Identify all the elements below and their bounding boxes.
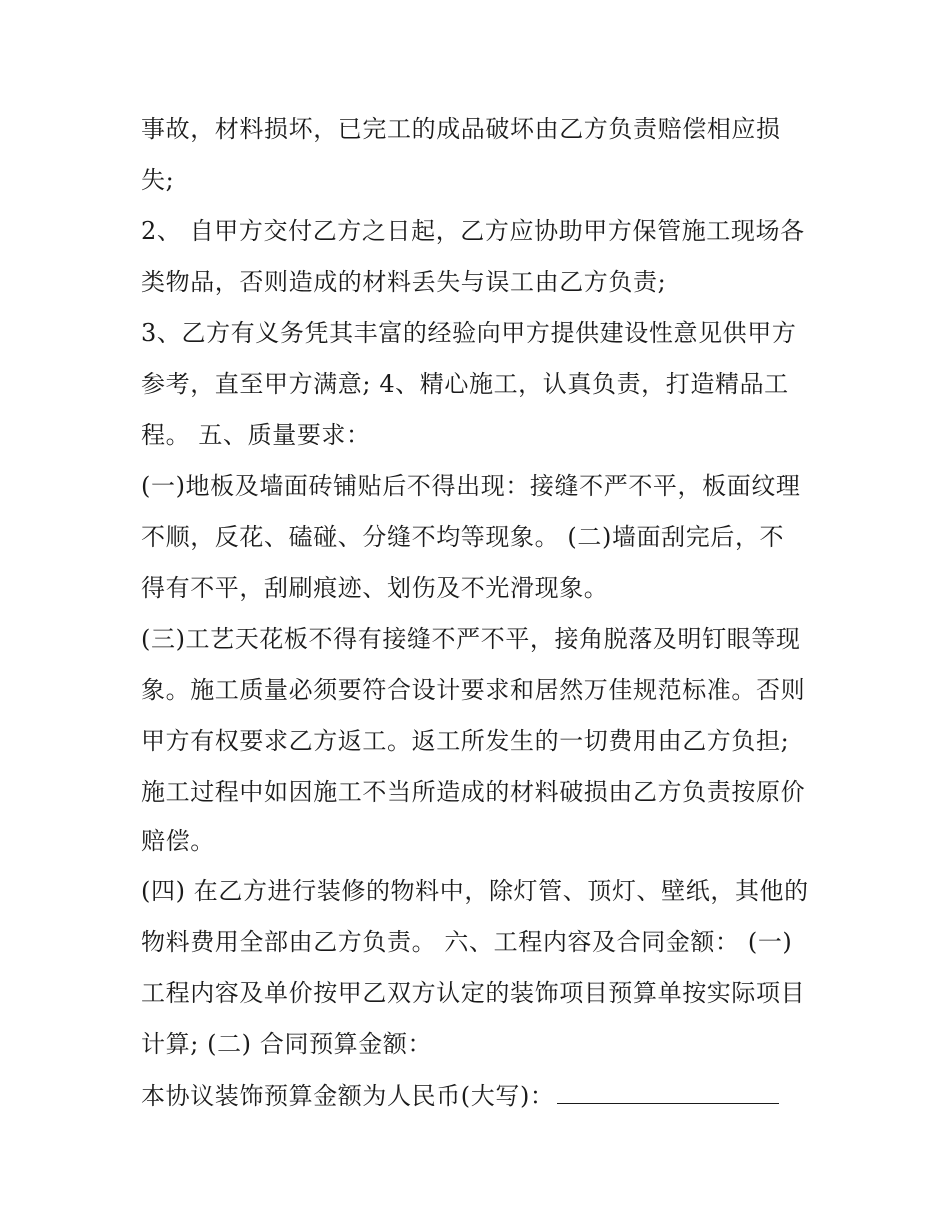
amount-line (141, 1081, 779, 1111)
text-line: 2、 自甲方交付乙方之日起，乙方应协助甲方保管施工现场各 (141, 217, 805, 245)
text-line: 不顺，反花、磕碰、分缝不均等现象。 (二)墙面刮完后，不 (141, 523, 785, 551)
text-line: 赔偿。 (141, 827, 215, 855)
amount-blank-field (557, 1081, 779, 1104)
text-line: 事故，材料损坏，已完工的成品破坏由乙方负责赔偿相应损 (141, 115, 781, 143)
text-line: 物料费用全部由乙方负责。 六、工程内容及合同金额： (一) (141, 928, 793, 956)
text-line: 参考，直至甲方满意; 4、精心施工，认真负责，打造精品工 (141, 370, 789, 398)
text-line: 程。 五、质量要求： (141, 421, 371, 449)
text-line: 3、乙方有义务凭其丰富的经验向甲方提供建设性意见供甲方 (141, 319, 797, 347)
amount-label: 本协议装饰预算金额为人民币(大写)： (141, 1082, 555, 1110)
text-line: 工程内容及单价按甲乙双方认定的装饰项目预算单按实际项目 (141, 979, 806, 1007)
text-line: (四) 在乙方进行装修的物料中，除灯管、顶灯、壁纸，其他的 (141, 877, 809, 905)
text-line: 计算; (二) 合同预算金额： (141, 1030, 433, 1058)
text-line: (三)工艺天花板不得有接缝不严不平，接角脱落及明钉眼等现 (141, 625, 801, 653)
text-line: 施工过程中如因施工不当所造成的材料破损由乙方负责按原价 (141, 778, 806, 806)
text-line: 得有不平，刮刷痕迹、划伤及不光滑现象。 (141, 574, 609, 602)
text-line: 类物品，否则造成的材料丢失与误工由乙方负责; (141, 268, 667, 296)
text-line: 甲方有权要求乙方返工。返工所发生的一切费用由乙方负担; (141, 727, 790, 755)
text-line: 象。施工质量必须要符合设计要求和居然万佳规范标准。否则 (141, 676, 806, 704)
text-line: (一)地板及墙面砖铺贴后不得出现：接缝不严不平，板面纹理 (141, 472, 801, 500)
text-line: 失; (141, 166, 175, 194)
